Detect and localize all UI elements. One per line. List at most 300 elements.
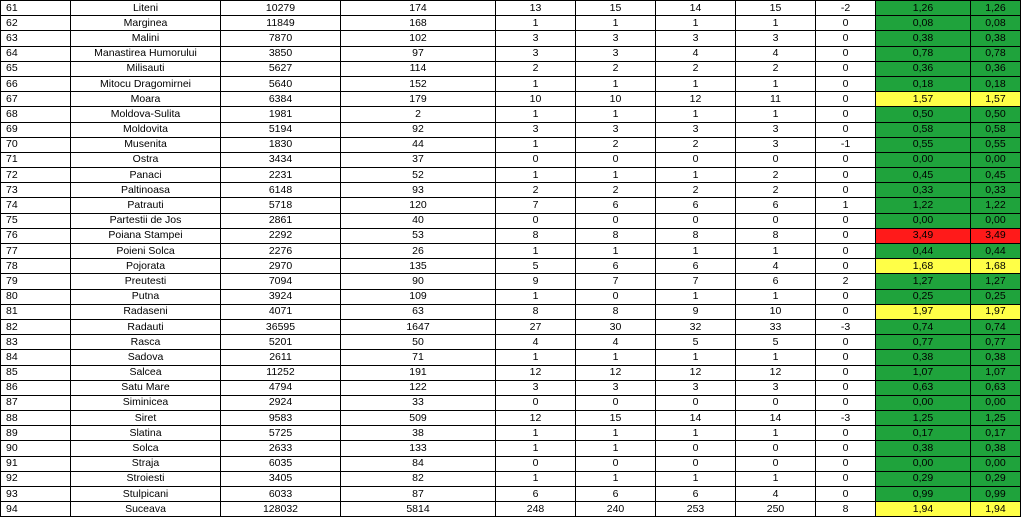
table-row bbox=[1, 198, 1021, 213]
value-2-cell: 1 bbox=[576, 16, 656, 31]
value-4-cell: 0 bbox=[736, 456, 816, 471]
population-cell: 5627 bbox=[221, 61, 341, 76]
row-number-cell: 70 bbox=[1, 137, 71, 152]
locality-name-cell: Slatina bbox=[71, 426, 221, 441]
row-number-cell: 94 bbox=[1, 502, 71, 517]
rate-1-cell: 1,57 bbox=[876, 92, 971, 107]
value-1-cell: 3 bbox=[496, 46, 576, 61]
rate-2-cell: 0,25 bbox=[971, 289, 1021, 304]
value-2-cell: 6 bbox=[576, 198, 656, 213]
value-2-cell: 3 bbox=[576, 380, 656, 395]
locality-name-cell: Rasca bbox=[71, 335, 221, 350]
value-1-cell: 1 bbox=[496, 426, 576, 441]
value-3-cell: 6 bbox=[656, 487, 736, 502]
total-cases-cell: 71 bbox=[341, 350, 496, 365]
rate-2-cell: 1,57 bbox=[971, 92, 1021, 107]
population-cell: 11849 bbox=[221, 16, 341, 31]
total-cases-cell: 84 bbox=[341, 456, 496, 471]
value-4-cell: 1 bbox=[736, 244, 816, 259]
row-number-cell: 64 bbox=[1, 46, 71, 61]
value-1-cell: 248 bbox=[496, 502, 576, 517]
total-cases-cell: 53 bbox=[341, 228, 496, 243]
value-1-cell: 4 bbox=[496, 335, 576, 350]
table-row bbox=[1, 107, 1021, 122]
value-3-cell: 1 bbox=[656, 471, 736, 486]
value-2-cell: 0 bbox=[576, 289, 656, 304]
population-cell: 5718 bbox=[221, 198, 341, 213]
value-3-cell: 0 bbox=[656, 441, 736, 456]
population-cell: 5725 bbox=[221, 426, 341, 441]
value-4-cell: 4 bbox=[736, 46, 816, 61]
value-4-cell: 3 bbox=[736, 122, 816, 137]
value-1-cell: 1 bbox=[496, 76, 576, 91]
rate-1-cell: 0,63 bbox=[876, 380, 971, 395]
value-2-cell: 1 bbox=[576, 471, 656, 486]
value-2-cell: 2 bbox=[576, 183, 656, 198]
total-cases-cell: 2 bbox=[341, 107, 496, 122]
value-3-cell: 3 bbox=[656, 31, 736, 46]
value-3-cell: 1 bbox=[656, 16, 736, 31]
rate-1-cell: 1,26 bbox=[876, 1, 971, 16]
value-2-cell: 10 bbox=[576, 92, 656, 107]
rate-1-cell: 0,58 bbox=[876, 122, 971, 137]
rate-2-cell: 0,36 bbox=[971, 61, 1021, 76]
total-cases-cell: 122 bbox=[341, 380, 496, 395]
value-1-cell: 2 bbox=[496, 61, 576, 76]
rate-1-cell: 0,77 bbox=[876, 335, 971, 350]
rate-2-cell: 1,26 bbox=[971, 1, 1021, 16]
table-row bbox=[1, 244, 1021, 259]
population-cell: 6384 bbox=[221, 92, 341, 107]
rate-2-cell: 0,17 bbox=[971, 426, 1021, 441]
value-2-cell: 0 bbox=[576, 213, 656, 228]
total-cases-cell: 38 bbox=[341, 426, 496, 441]
rate-1-cell: 1,07 bbox=[876, 365, 971, 380]
value-2-cell: 7 bbox=[576, 274, 656, 289]
difference-cell: 0 bbox=[816, 471, 876, 486]
locality-name-cell: Ostra bbox=[71, 152, 221, 167]
population-cell: 3405 bbox=[221, 471, 341, 486]
value-1-cell: 3 bbox=[496, 380, 576, 395]
row-number-cell: 75 bbox=[1, 213, 71, 228]
value-4-cell: 2 bbox=[736, 183, 816, 198]
rate-2-cell: 0,99 bbox=[971, 487, 1021, 502]
value-4-cell: 2 bbox=[736, 168, 816, 183]
difference-cell: 2 bbox=[816, 274, 876, 289]
difference-cell: 0 bbox=[816, 380, 876, 395]
total-cases-cell: 191 bbox=[341, 365, 496, 380]
value-4-cell: 6 bbox=[736, 198, 816, 213]
difference-cell: 0 bbox=[816, 152, 876, 167]
value-3-cell: 3 bbox=[656, 380, 736, 395]
value-4-cell: 6 bbox=[736, 274, 816, 289]
value-3-cell: 1 bbox=[656, 289, 736, 304]
difference-cell: 0 bbox=[816, 183, 876, 198]
population-cell: 2924 bbox=[221, 395, 341, 410]
population-cell: 7870 bbox=[221, 31, 341, 46]
value-2-cell: 2 bbox=[576, 137, 656, 152]
difference-cell: 0 bbox=[816, 395, 876, 410]
value-1-cell: 12 bbox=[496, 411, 576, 426]
value-2-cell: 12 bbox=[576, 365, 656, 380]
value-1-cell: 7 bbox=[496, 198, 576, 213]
table-row bbox=[1, 456, 1021, 471]
locality-name-cell: Sadova bbox=[71, 350, 221, 365]
difference-cell: -3 bbox=[816, 411, 876, 426]
rate-1-cell: 0,38 bbox=[876, 350, 971, 365]
difference-cell: -1 bbox=[816, 137, 876, 152]
difference-cell: 0 bbox=[816, 350, 876, 365]
total-cases-cell: 44 bbox=[341, 137, 496, 152]
rate-1-cell: 0,50 bbox=[876, 107, 971, 122]
table-body bbox=[1, 1, 1021, 517]
value-1-cell: 3 bbox=[496, 122, 576, 137]
rate-1-cell: 3,49 bbox=[876, 228, 971, 243]
value-3-cell: 6 bbox=[656, 259, 736, 274]
value-4-cell: 3 bbox=[736, 31, 816, 46]
value-2-cell: 3 bbox=[576, 122, 656, 137]
value-3-cell: 253 bbox=[656, 502, 736, 517]
total-cases-cell: 109 bbox=[341, 289, 496, 304]
value-1-cell: 27 bbox=[496, 319, 576, 334]
table-row bbox=[1, 61, 1021, 76]
value-1-cell: 1 bbox=[496, 137, 576, 152]
rate-2-cell: 1,27 bbox=[971, 274, 1021, 289]
rate-2-cell: 0,08 bbox=[971, 16, 1021, 31]
locality-name-cell: Panaci bbox=[71, 168, 221, 183]
rate-2-cell: 0,38 bbox=[971, 441, 1021, 456]
value-1-cell: 1 bbox=[496, 441, 576, 456]
locality-name-cell: Radauti bbox=[71, 319, 221, 334]
difference-cell: -2 bbox=[816, 1, 876, 16]
table-row bbox=[1, 395, 1021, 410]
value-2-cell: 1 bbox=[576, 107, 656, 122]
table-row bbox=[1, 471, 1021, 486]
value-4-cell: 14 bbox=[736, 411, 816, 426]
table-row bbox=[1, 228, 1021, 243]
value-4-cell: 12 bbox=[736, 365, 816, 380]
rate-1-cell: 1,94 bbox=[876, 502, 971, 517]
rate-2-cell: 1,68 bbox=[971, 259, 1021, 274]
value-3-cell: 1 bbox=[656, 350, 736, 365]
rate-2-cell: 0,38 bbox=[971, 350, 1021, 365]
value-2-cell: 0 bbox=[576, 456, 656, 471]
row-number-cell: 62 bbox=[1, 16, 71, 31]
population-cell: 2292 bbox=[221, 228, 341, 243]
total-cases-cell: 120 bbox=[341, 198, 496, 213]
value-3-cell: 1 bbox=[656, 426, 736, 441]
value-3-cell: 4 bbox=[656, 46, 736, 61]
value-2-cell: 6 bbox=[576, 259, 656, 274]
row-number-cell: 73 bbox=[1, 183, 71, 198]
total-cases-cell: 90 bbox=[341, 274, 496, 289]
population-cell: 10279 bbox=[221, 1, 341, 16]
total-cases-cell: 82 bbox=[341, 471, 496, 486]
difference-cell: 0 bbox=[816, 304, 876, 319]
row-number-cell: 88 bbox=[1, 411, 71, 426]
rate-1-cell: 0,55 bbox=[876, 137, 971, 152]
table-row bbox=[1, 304, 1021, 319]
locality-name-cell: Moara bbox=[71, 92, 221, 107]
row-number-cell: 93 bbox=[1, 487, 71, 502]
row-number-cell: 86 bbox=[1, 380, 71, 395]
value-1-cell: 12 bbox=[496, 365, 576, 380]
value-3-cell: 8 bbox=[656, 228, 736, 243]
rate-1-cell: 1,68 bbox=[876, 259, 971, 274]
value-2-cell: 3 bbox=[576, 31, 656, 46]
locality-name-cell: Stroiesti bbox=[71, 471, 221, 486]
rate-1-cell: 0,00 bbox=[876, 395, 971, 410]
row-number-cell: 63 bbox=[1, 31, 71, 46]
table-row bbox=[1, 335, 1021, 350]
population-cell: 2861 bbox=[221, 213, 341, 228]
population-cell: 2611 bbox=[221, 350, 341, 365]
rate-2-cell: 0,63 bbox=[971, 380, 1021, 395]
value-4-cell: 33 bbox=[736, 319, 816, 334]
value-3-cell: 0 bbox=[656, 213, 736, 228]
value-1-cell: 0 bbox=[496, 213, 576, 228]
row-number-cell: 72 bbox=[1, 168, 71, 183]
locality-name-cell: Solca bbox=[71, 441, 221, 456]
rate-2-cell: 1,94 bbox=[971, 502, 1021, 517]
difference-cell: 8 bbox=[816, 502, 876, 517]
locality-name-cell: Siret bbox=[71, 411, 221, 426]
value-1-cell: 5 bbox=[496, 259, 576, 274]
total-cases-cell: 40 bbox=[341, 213, 496, 228]
row-number-cell: 91 bbox=[1, 456, 71, 471]
row-number-cell: 79 bbox=[1, 274, 71, 289]
rate-1-cell: 0,99 bbox=[876, 487, 971, 502]
locality-name-cell: Pojorata bbox=[71, 259, 221, 274]
table-row bbox=[1, 365, 1021, 380]
row-number-cell: 84 bbox=[1, 350, 71, 365]
value-3-cell: 2 bbox=[656, 183, 736, 198]
total-cases-cell: 50 bbox=[341, 335, 496, 350]
locality-name-cell: Patrauti bbox=[71, 198, 221, 213]
table-row bbox=[1, 168, 1021, 183]
table-row bbox=[1, 183, 1021, 198]
value-4-cell: 1 bbox=[736, 107, 816, 122]
population-cell: 128032 bbox=[221, 502, 341, 517]
rate-2-cell: 0,38 bbox=[971, 31, 1021, 46]
rate-2-cell: 0,58 bbox=[971, 122, 1021, 137]
row-number-cell: 82 bbox=[1, 319, 71, 334]
value-3-cell: 7 bbox=[656, 274, 736, 289]
value-3-cell: 3 bbox=[656, 122, 736, 137]
rate-2-cell: 3,49 bbox=[971, 228, 1021, 243]
value-3-cell: 5 bbox=[656, 335, 736, 350]
population-cell: 5194 bbox=[221, 122, 341, 137]
population-cell: 6148 bbox=[221, 183, 341, 198]
total-cases-cell: 174 bbox=[341, 1, 496, 16]
difference-cell: 0 bbox=[816, 76, 876, 91]
value-2-cell: 1 bbox=[576, 76, 656, 91]
row-number-cell: 81 bbox=[1, 304, 71, 319]
rate-2-cell: 0,55 bbox=[971, 137, 1021, 152]
row-number-cell: 61 bbox=[1, 1, 71, 16]
difference-cell: 0 bbox=[816, 335, 876, 350]
locality-name-cell: Paltinoasa bbox=[71, 183, 221, 198]
rate-1-cell: 1,22 bbox=[876, 198, 971, 213]
rate-2-cell: 1,07 bbox=[971, 365, 1021, 380]
value-2-cell: 15 bbox=[576, 411, 656, 426]
population-cell: 4794 bbox=[221, 380, 341, 395]
row-number-cell: 74 bbox=[1, 198, 71, 213]
value-3-cell: 1 bbox=[656, 244, 736, 259]
population-cell: 36595 bbox=[221, 319, 341, 334]
population-cell: 6033 bbox=[221, 487, 341, 502]
value-3-cell: 1 bbox=[656, 168, 736, 183]
value-1-cell: 9 bbox=[496, 274, 576, 289]
locality-name-cell: Moldova-Sulita bbox=[71, 107, 221, 122]
rate-1-cell: 1,97 bbox=[876, 304, 971, 319]
value-1-cell: 1 bbox=[496, 471, 576, 486]
total-cases-cell: 509 bbox=[341, 411, 496, 426]
population-cell: 1981 bbox=[221, 107, 341, 122]
value-1-cell: 0 bbox=[496, 152, 576, 167]
row-number-cell: 71 bbox=[1, 152, 71, 167]
value-2-cell: 1 bbox=[576, 426, 656, 441]
rate-2-cell: 0,44 bbox=[971, 244, 1021, 259]
rate-2-cell: 0,29 bbox=[971, 471, 1021, 486]
total-cases-cell: 5814 bbox=[341, 502, 496, 517]
locality-name-cell: Siminicea bbox=[71, 395, 221, 410]
table-row bbox=[1, 152, 1021, 167]
locality-name-cell: Suceava bbox=[71, 502, 221, 517]
table-row bbox=[1, 350, 1021, 365]
population-cell: 11252 bbox=[221, 365, 341, 380]
total-cases-cell: 37 bbox=[341, 152, 496, 167]
table-row bbox=[1, 31, 1021, 46]
value-2-cell: 30 bbox=[576, 319, 656, 334]
table-row bbox=[1, 502, 1021, 517]
locality-name-cell: Marginea bbox=[71, 16, 221, 31]
difference-cell: 0 bbox=[816, 487, 876, 502]
value-4-cell: 4 bbox=[736, 487, 816, 502]
value-1-cell: 1 bbox=[496, 107, 576, 122]
row-number-cell: 80 bbox=[1, 289, 71, 304]
value-4-cell: 5 bbox=[736, 335, 816, 350]
value-4-cell: 2 bbox=[736, 61, 816, 76]
total-cases-cell: 1647 bbox=[341, 319, 496, 334]
value-1-cell: 8 bbox=[496, 228, 576, 243]
row-number-cell: 87 bbox=[1, 395, 71, 410]
table-row bbox=[1, 46, 1021, 61]
rate-2-cell: 1,97 bbox=[971, 304, 1021, 319]
population-cell: 4071 bbox=[221, 304, 341, 319]
value-2-cell: 1 bbox=[576, 244, 656, 259]
total-cases-cell: 133 bbox=[341, 441, 496, 456]
rate-1-cell: 1,25 bbox=[876, 411, 971, 426]
value-2-cell: 240 bbox=[576, 502, 656, 517]
rate-2-cell: 0,78 bbox=[971, 46, 1021, 61]
table-row bbox=[1, 259, 1021, 274]
value-3-cell: 0 bbox=[656, 456, 736, 471]
value-2-cell: 3 bbox=[576, 46, 656, 61]
locality-name-cell: Stulpicani bbox=[71, 487, 221, 502]
table-row bbox=[1, 137, 1021, 152]
population-cell: 2276 bbox=[221, 244, 341, 259]
value-3-cell: 2 bbox=[656, 137, 736, 152]
rate-1-cell: 0,38 bbox=[876, 31, 971, 46]
value-4-cell: 1 bbox=[736, 76, 816, 91]
value-4-cell: 1 bbox=[736, 289, 816, 304]
total-cases-cell: 102 bbox=[341, 31, 496, 46]
value-2-cell: 4 bbox=[576, 335, 656, 350]
row-number-cell: 68 bbox=[1, 107, 71, 122]
rate-2-cell: 0,00 bbox=[971, 213, 1021, 228]
value-2-cell: 8 bbox=[576, 228, 656, 243]
difference-cell: 0 bbox=[816, 168, 876, 183]
locality-name-cell: Musenita bbox=[71, 137, 221, 152]
value-1-cell: 1 bbox=[496, 244, 576, 259]
value-2-cell: 0 bbox=[576, 152, 656, 167]
difference-cell: 0 bbox=[816, 228, 876, 243]
value-3-cell: 14 bbox=[656, 411, 736, 426]
value-1-cell: 6 bbox=[496, 487, 576, 502]
rate-1-cell: 0,29 bbox=[876, 471, 971, 486]
locality-name-cell: Mitocu Dragomirnei bbox=[71, 76, 221, 91]
rate-1-cell: 0,45 bbox=[876, 168, 971, 183]
rate-1-cell: 0,17 bbox=[876, 426, 971, 441]
row-number-cell: 92 bbox=[1, 471, 71, 486]
value-4-cell: 0 bbox=[736, 395, 816, 410]
value-3-cell: 14 bbox=[656, 1, 736, 16]
rate-1-cell: 0,00 bbox=[876, 213, 971, 228]
value-1-cell: 2 bbox=[496, 183, 576, 198]
rate-1-cell: 0,38 bbox=[876, 441, 971, 456]
difference-cell: 0 bbox=[816, 107, 876, 122]
population-cell: 2970 bbox=[221, 259, 341, 274]
value-3-cell: 32 bbox=[656, 319, 736, 334]
difference-cell: 0 bbox=[816, 92, 876, 107]
locality-name-cell: Preutesti bbox=[71, 274, 221, 289]
rate-1-cell: 0,36 bbox=[876, 61, 971, 76]
value-4-cell: 3 bbox=[736, 137, 816, 152]
difference-cell: 0 bbox=[816, 16, 876, 31]
locality-name-cell: Radaseni bbox=[71, 304, 221, 319]
locality-name-cell: Straja bbox=[71, 456, 221, 471]
value-4-cell: 15 bbox=[736, 1, 816, 16]
rate-1-cell: 0,00 bbox=[876, 456, 971, 471]
value-4-cell: 3 bbox=[736, 380, 816, 395]
total-cases-cell: 93 bbox=[341, 183, 496, 198]
table-row bbox=[1, 411, 1021, 426]
row-number-cell: 90 bbox=[1, 441, 71, 456]
value-3-cell: 6 bbox=[656, 198, 736, 213]
table-row bbox=[1, 487, 1021, 502]
locality-name-cell: Putna bbox=[71, 289, 221, 304]
total-cases-cell: 26 bbox=[341, 244, 496, 259]
total-cases-cell: 92 bbox=[341, 122, 496, 137]
value-2-cell: 0 bbox=[576, 395, 656, 410]
rate-2-cell: 0,00 bbox=[971, 152, 1021, 167]
total-cases-cell: 97 bbox=[341, 46, 496, 61]
value-1-cell: 0 bbox=[496, 456, 576, 471]
table-row bbox=[1, 441, 1021, 456]
population-cell: 2231 bbox=[221, 168, 341, 183]
population-cell: 7094 bbox=[221, 274, 341, 289]
value-2-cell: 1 bbox=[576, 168, 656, 183]
row-number-cell: 89 bbox=[1, 426, 71, 441]
total-cases-cell: 135 bbox=[341, 259, 496, 274]
rate-2-cell: 0,50 bbox=[971, 107, 1021, 122]
rate-2-cell: 0,77 bbox=[971, 335, 1021, 350]
rate-2-cell: 0,45 bbox=[971, 168, 1021, 183]
value-4-cell: 1 bbox=[736, 16, 816, 31]
population-cell: 6035 bbox=[221, 456, 341, 471]
difference-cell: 0 bbox=[816, 46, 876, 61]
